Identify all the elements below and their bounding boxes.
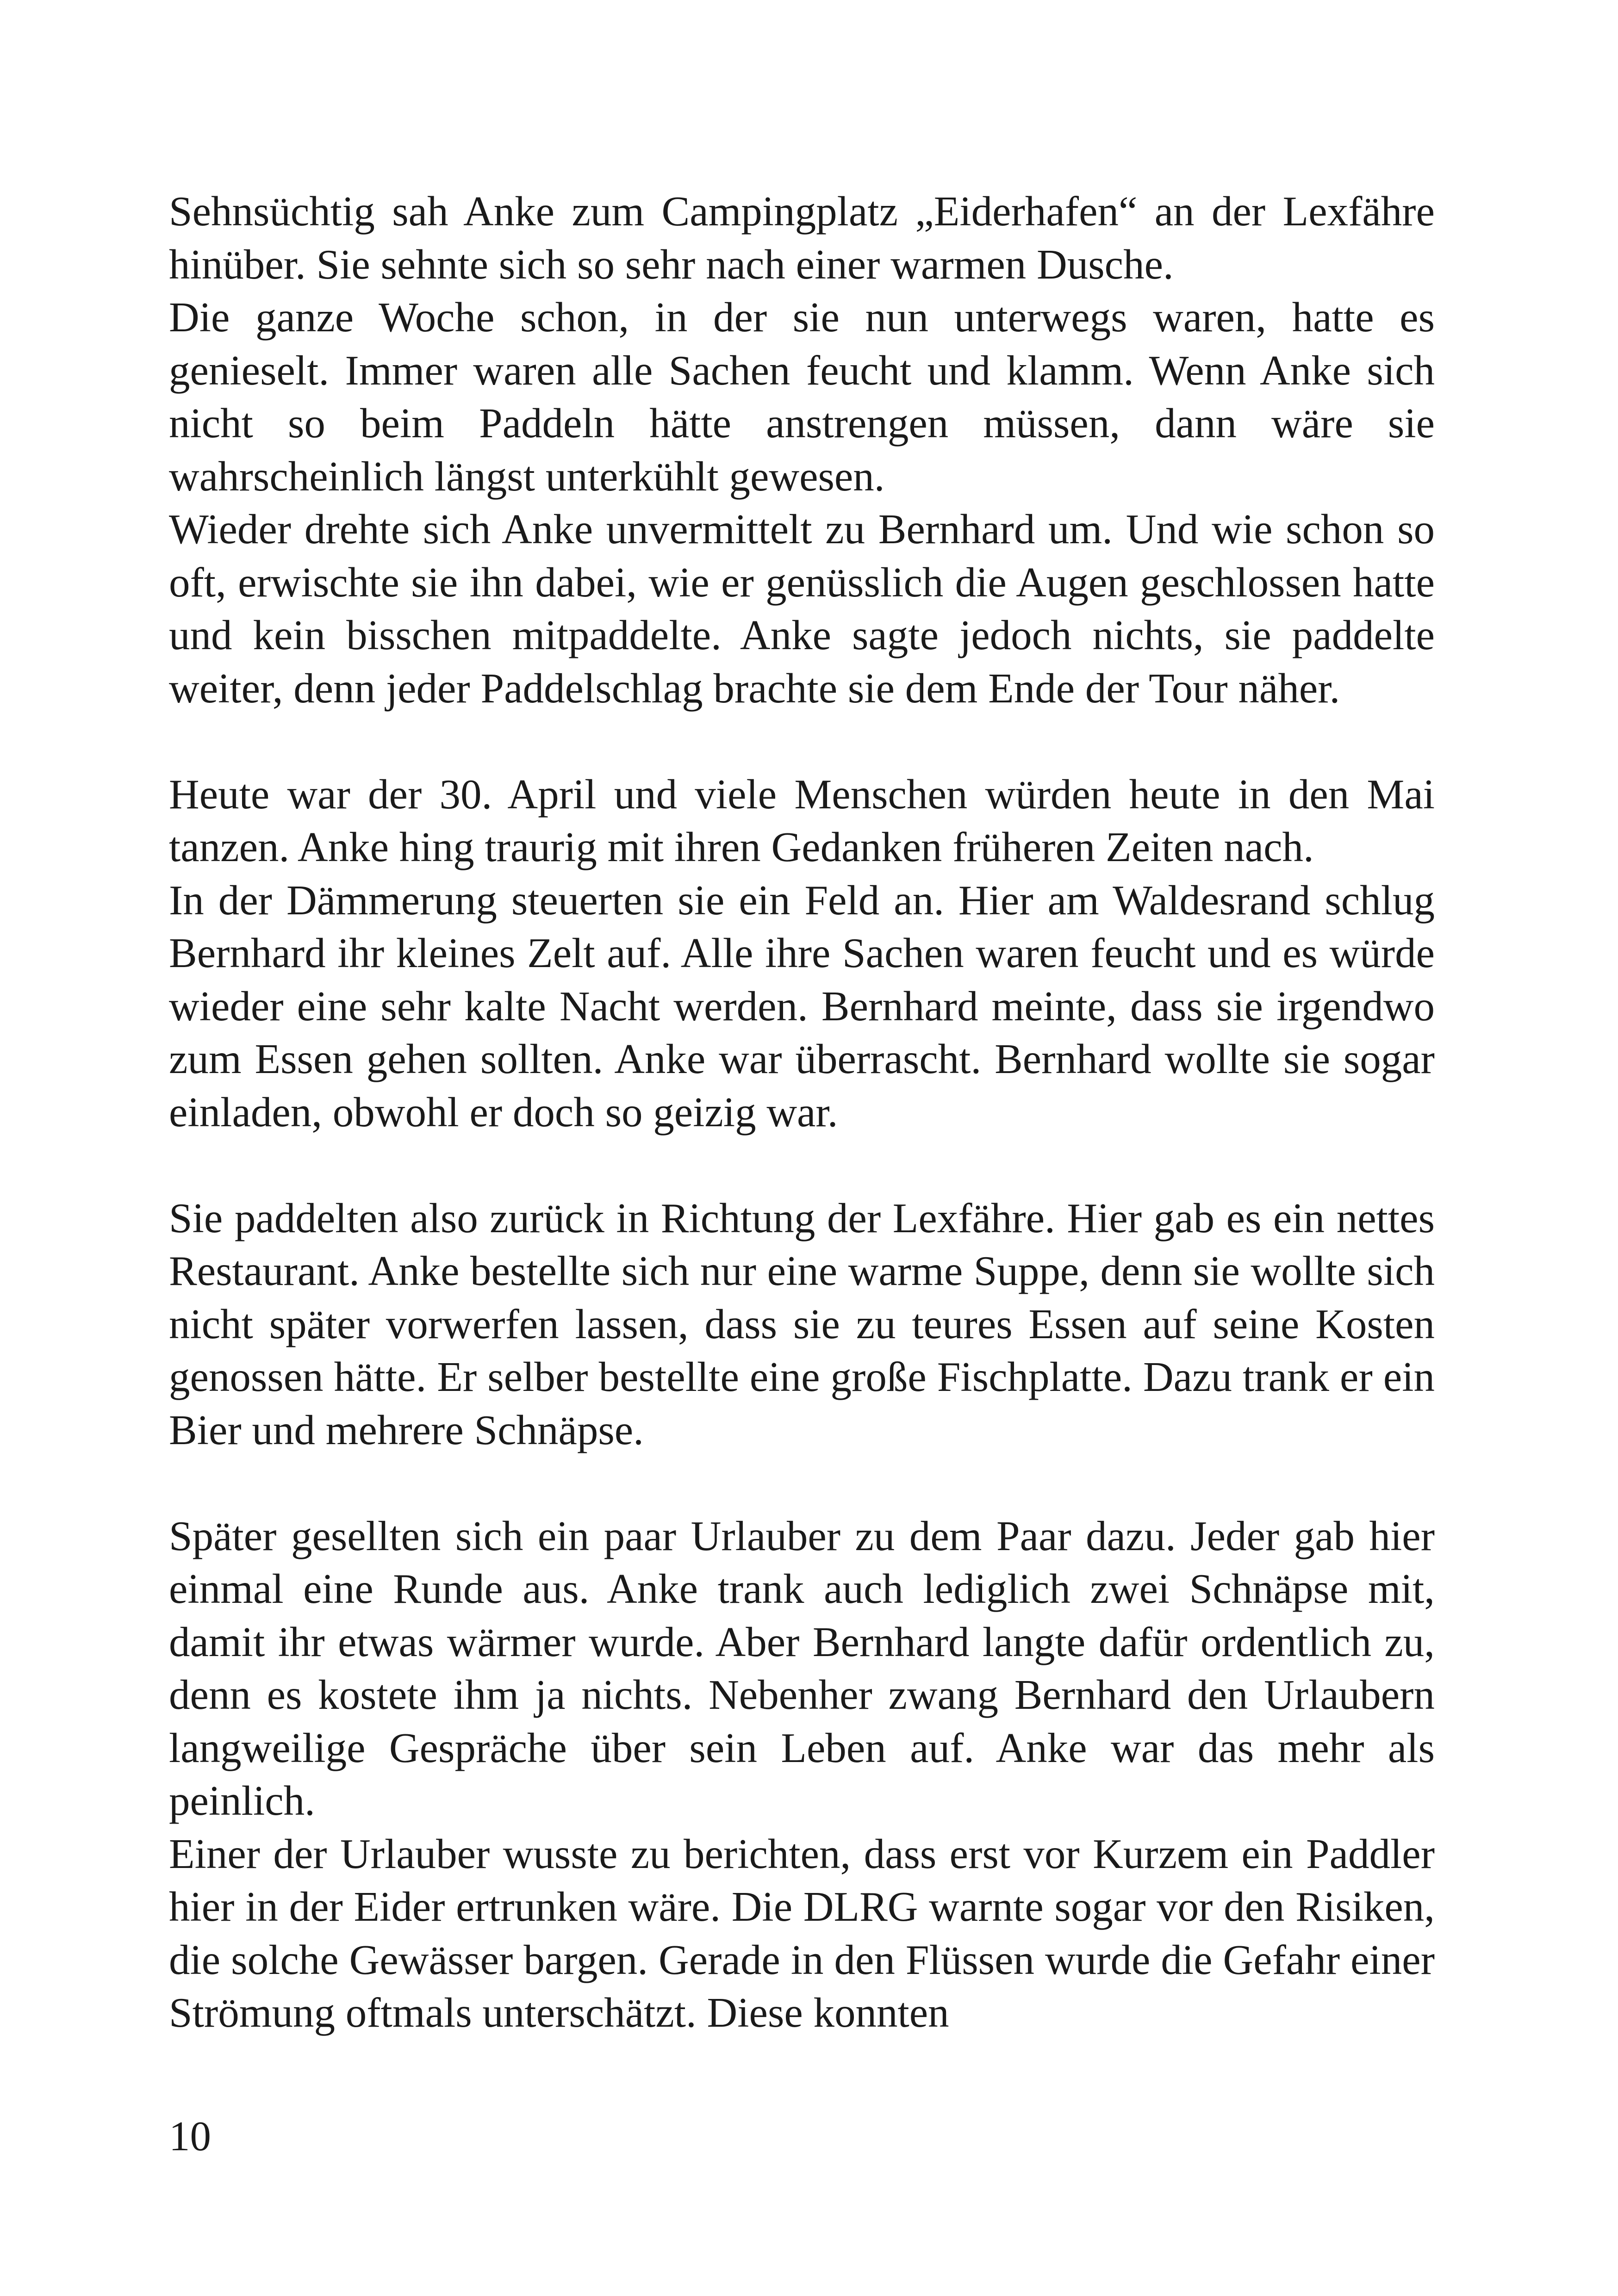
body-text bbox=[169, 185, 1435, 2040]
paragraph-eider: Einer der Urlauber wusste zu berichten, dass erst vor Kurzem ein Paddler hier in der Eider ertrunken wäre. Die DLRG warnte sogar vor den Risiken, die solche Gewässer bargen. Gerade in den Flüssen wurde die Gefahr einer Strömung oftmals unterschätzt. Diese konnten bbox=[169, 1830, 1435, 2036]
page-number: 10 bbox=[169, 2113, 211, 2159]
paragraph-urlauber: Später gesellten sich ein paar Urlauber zu dem Paar dazu. Jeder gab hier einmal eine Runde aus. Anke trank auch lediglich zwei Schnäpse mit, damit ihr etwas wärmer wurde. Aber Bernhard langte dafür ordentlich zu, denn es kostete ihm ja nichts. Nebenher zwang Bernhard den Urlaubern langweilige Gespräche über sein Leben auf. Anke war das mehr als peinlich. bbox=[169, 1512, 1435, 1824]
paragraph-april: Heute war der 30. April und viele Menschen würden heute in den Mai tanzen. Anke hing traurig mit ihren Gedanken früheren Zeiten nach. bbox=[169, 770, 1435, 870]
paragraph-campingplatz: Sehnsüchtig sah Anke zum Campingplatz „Eiderhafen“ an der Lexfähre hinüber. Sie sehnte sich so sehr nach einer warmen Dusche. bbox=[169, 188, 1435, 288]
paragraph-restaurant: Sie paddelten also zurück in Richtung der Lexfähre. Hier gab es ein nettes Restaurant. Anke bestellte sich nur eine warme Suppe, denn sie wollte sich nicht später vorwerfen lassen, dass sie zu teures Essen auf seine Kosten genossen hätte. Er selber bestellte eine große Fischplatte. Dazu trank er ein Bier und mehrere Schnäpse. bbox=[169, 1194, 1435, 1453]
paragraph-gap bbox=[169, 715, 1435, 768]
paragraph-gap bbox=[169, 1457, 1435, 1510]
paragraph-woche: Die ganze Woche schon, in der sie nun unterwegs waren, hatte es genieselt. Immer waren alle Sachen feucht und klamm. Wenn Anke sich nicht so beim Paddeln hätte anstrengen müssen, dann wäre sie wahrscheinlich längst unterkühlt gewesen. bbox=[169, 294, 1435, 500]
paragraph-daemmerung: In der Dämmerung steuerten sie ein Feld an. Hier am Waldesrand schlug Bernhard ihr kleines Zelt auf. Alle ihre Sachen waren feucht und es würde wieder eine sehr kalte Nacht werden. Bernhard meinte, dass sie irgendwo zum Essen gehen sollten. Anke war überrascht. Bernhard wollte sie sogar einladen, obwohl er doch so geizig war. bbox=[169, 876, 1435, 1136]
paragraph-bernhard-augen: Wieder drehte sich Anke unvermittelt zu Bernhard um. Und wie schon so oft, erwischte sie ihn dabei, wie er genüsslich die Augen geschlossen hatte und kein bisschen mitpaddelte. Anke sagte jedoch nichts, sie paddelte weiter, denn jeder Paddelschlag brachte sie dem Ende der Tour näher. bbox=[169, 506, 1435, 712]
paragraph-gap bbox=[169, 1139, 1435, 1192]
